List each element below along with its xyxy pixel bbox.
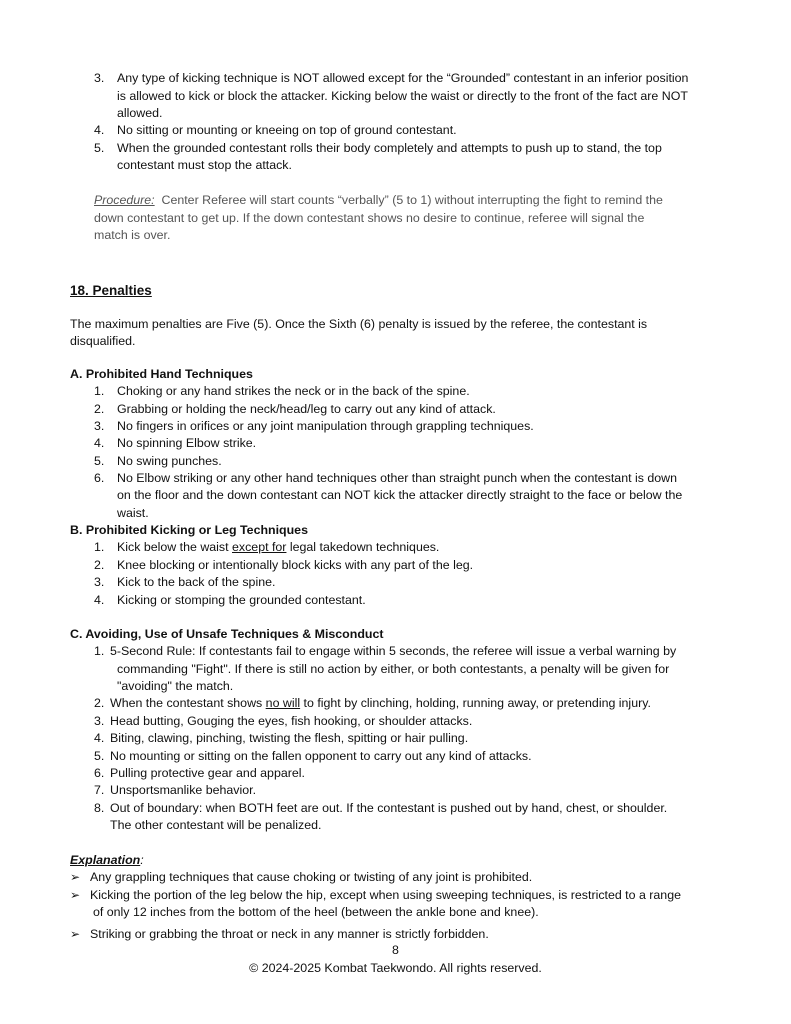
list-number: 1. xyxy=(94,540,105,554)
list-item-text: Any type of kicking technique is NOT allowed except for the “Grounded” contestant in an inferior position xyxy=(117,71,689,85)
list-number: 4. xyxy=(94,123,105,137)
arrow-bullet-icon: ➢ xyxy=(70,888,81,902)
list-item-text: waist. xyxy=(117,506,149,520)
procedure-text: Center Referee will start counts “verbally” (5 to 1) without interrupting the fight to remind the xyxy=(154,193,663,207)
text-fragment: to fight by clinching, holding, running away, or pretending injury. xyxy=(300,696,651,710)
list-item-text: commanding "Fight". If there is still no action by either, or both contestants, a penalty will be given for xyxy=(117,662,670,676)
underlined-text: except for xyxy=(232,540,287,554)
intro-text: disqualified. xyxy=(70,334,136,348)
list-item-text: contestant must stop the attack. xyxy=(117,158,292,172)
list-number: 5. xyxy=(94,454,105,468)
list-item-text: No spinning Elbow strike. xyxy=(117,436,257,450)
list-number: 5. xyxy=(94,749,105,763)
list-number: 2. xyxy=(94,402,105,416)
list-item-text: No Elbow striking or any other hand techniques other than straight punch when the contestant is down xyxy=(117,471,677,485)
explanation-label: Explanation xyxy=(70,853,141,867)
explanation-colon: : xyxy=(140,853,144,867)
list-item-text: allowed. xyxy=(117,106,163,120)
intro-text: The maximum penalties are Five (5). Once the Sixth (6) penalty is issued by the referee, the contestant is xyxy=(70,317,648,331)
page-number: 8 xyxy=(392,943,399,957)
list-number: 4. xyxy=(94,731,105,745)
list-item-text: Grabbing or holding the neck/head/leg to carry out any kind of attack. xyxy=(117,402,496,416)
subsection-heading-a: A. Prohibited Hand Techniques xyxy=(70,367,253,381)
procedure-label: Procedure: xyxy=(94,193,155,207)
list-item-text: Knee blocking or intentionally block kicks with any part of the leg. xyxy=(117,558,474,572)
text-fragment: Kick below the waist xyxy=(117,540,233,554)
list-number: 5. xyxy=(94,141,105,155)
list-number: 2. xyxy=(94,696,105,710)
section-heading: 18. Penalties xyxy=(70,283,152,298)
subsection-heading-c: C. Avoiding, Use of Unsafe Techniques & Misconduct xyxy=(70,627,384,641)
list-item-text: Unsportsmanlike behavior. xyxy=(110,783,257,797)
list-item-text: No sitting or mounting or kneeing on top of ground contestant. xyxy=(117,123,457,137)
list-item-text xyxy=(117,539,439,556)
underlined-text: no will xyxy=(265,696,301,710)
list-item-text: "avoiding" the match. xyxy=(117,679,234,693)
list-number: 4. xyxy=(94,593,105,607)
copyright-notice: © 2024-2025 Kombat Taekwondo. All rights reserved. xyxy=(249,961,542,975)
list-number: 7. xyxy=(94,783,105,797)
subsection-heading-b: B. Prohibited Kicking or Leg Techniques xyxy=(70,523,308,537)
text-fragment: legal takedown techniques. xyxy=(286,540,440,554)
bullet-text: Kicking the portion of the leg below the hip, except when using sweeping techniques, is restricted to a range xyxy=(90,888,681,902)
list-number: 3. xyxy=(94,419,105,433)
list-number: 3. xyxy=(94,714,105,728)
list-number: 6. xyxy=(94,766,105,780)
bullet-text: of only 12 inches from the bottom of the heel (between the ankle bone and knee). xyxy=(93,905,539,919)
list-item-text: Kick to the back of the spine. xyxy=(117,575,276,589)
list-item-text: No fingers in orifices or any joint manipulation through grappling techniques. xyxy=(117,419,534,433)
list-item-text: Out of boundary: when BOTH feet are out. If the contestant is pushed out by hand, chest, or shoulder. xyxy=(110,801,668,815)
arrow-bullet-icon: ➢ xyxy=(70,870,81,884)
arrow-bullet-icon: ➢ xyxy=(70,927,81,941)
explanation-heading xyxy=(70,852,144,869)
procedure-paragraph xyxy=(94,192,663,209)
list-item-text: Kicking or stomping the grounded contestant. xyxy=(117,593,366,607)
procedure-text: match is over. xyxy=(94,228,171,242)
list-item-text: The other contestant will be penalized. xyxy=(110,818,322,832)
list-number: 3. xyxy=(94,575,105,589)
list-item-text xyxy=(110,695,651,712)
list-item-text: No swing punches. xyxy=(117,454,222,468)
list-item-text: Biting, clawing, pinching, twisting the flesh, spitting or hair pulling. xyxy=(110,731,469,745)
list-item-text: No mounting or sitting on the fallen opponent to carry out any kind of attacks. xyxy=(110,749,532,763)
bullet-text: Striking or grabbing the throat or neck in any manner is strictly forbidden. xyxy=(90,927,489,941)
list-number: 8. xyxy=(94,801,105,815)
list-number: 6. xyxy=(94,471,105,485)
list-item-text: on the floor and the down contestant can NOT kick the attacker directly straight to the face or below the xyxy=(117,488,683,502)
list-item-text: is allowed to kick or block the attacker. Kicking below the waist or directly to the front of the fact are NOT xyxy=(117,89,688,103)
procedure-text: down contestant to get up. If the down contestant shows no desire to continue, referee will signal the xyxy=(94,211,645,225)
text-fragment: When the contestant shows xyxy=(110,696,266,710)
list-number: 4. xyxy=(94,436,105,450)
list-item-text: When the grounded contestant rolls their body completely and attempts to push up to stand, the top xyxy=(117,141,662,155)
list-number: 1. xyxy=(94,644,105,658)
list-number: 2. xyxy=(94,558,105,572)
list-item-text: Pulling protective gear and apparel. xyxy=(110,766,305,780)
list-item-text: Head butting, Gouging the eyes, fish hooking, or shoulder attacks. xyxy=(110,714,473,728)
list-number: 1. xyxy=(94,384,105,398)
list-item-text: 5-Second Rule: If contestants fail to engage within 5 seconds, the referee will issue a verbal warning by xyxy=(110,644,677,658)
bullet-text: Any grappling techniques that cause choking or twisting of any joint is prohibited. xyxy=(90,870,533,884)
list-number: 3. xyxy=(94,71,105,85)
list-item-text: Choking or any hand strikes the neck or in the back of the spine. xyxy=(117,384,470,398)
